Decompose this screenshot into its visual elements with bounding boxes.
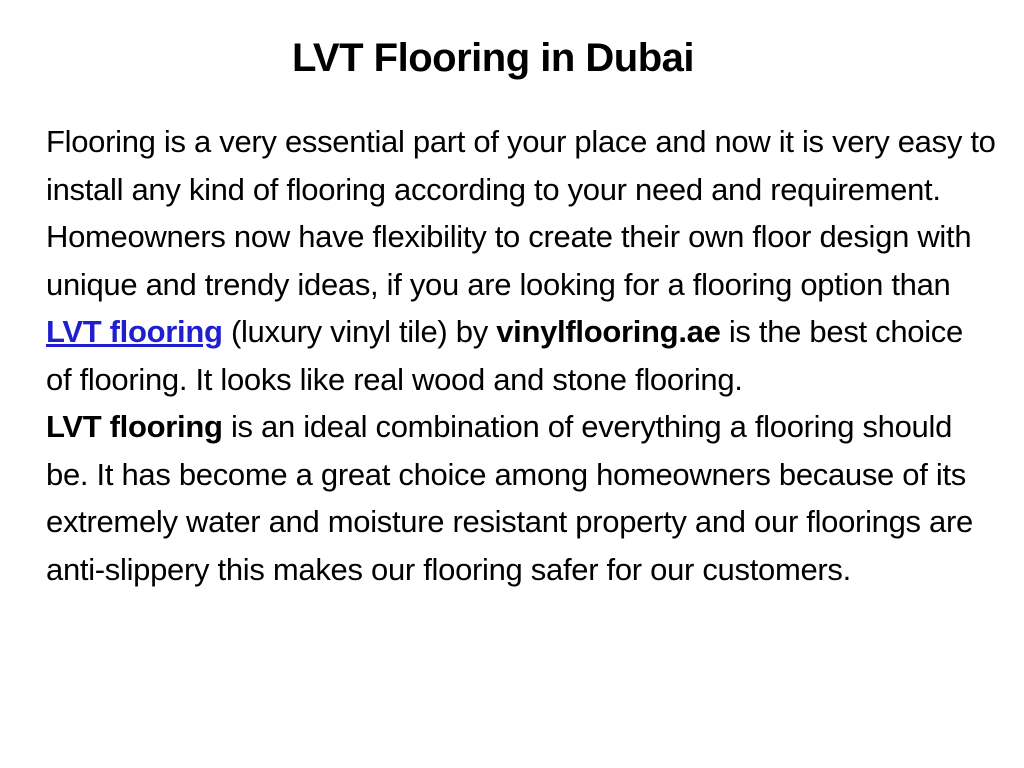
intro-text-end: is the best choice of flooring. It looks like real wood and stone flooring.: [46, 314, 963, 397]
benefits-lead: LVT flooring: [46, 409, 223, 444]
intro-text-after-link: (luxury vinyl tile) by: [222, 314, 497, 349]
brand-name: vinylflooring.ae: [496, 314, 721, 349]
page-title: LVT Flooring in Dubai: [291, 36, 695, 80]
lvt-flooring-link[interactable]: LVT flooring: [46, 314, 223, 349]
intro-text: Flooring is a very essential part of your place and now it is very easy to install any kind of flooring according to your need and requirement. Homeowners now have flexibility to create their own floor design with unique and trendy ideas, if you are looking for a flooring option than: [46, 124, 996, 302]
body-text: [46, 118, 996, 593]
paragraph-intro: [46, 118, 996, 403]
benefits-text: is an ideal combination of everything a flooring should be. It has become a great choice among homeowners because of its extremely water and moisture resistant property and our floorings are anti-slippery this makes our flooring safer for our customers.: [46, 409, 973, 587]
paragraph-benefits: [46, 403, 996, 593]
